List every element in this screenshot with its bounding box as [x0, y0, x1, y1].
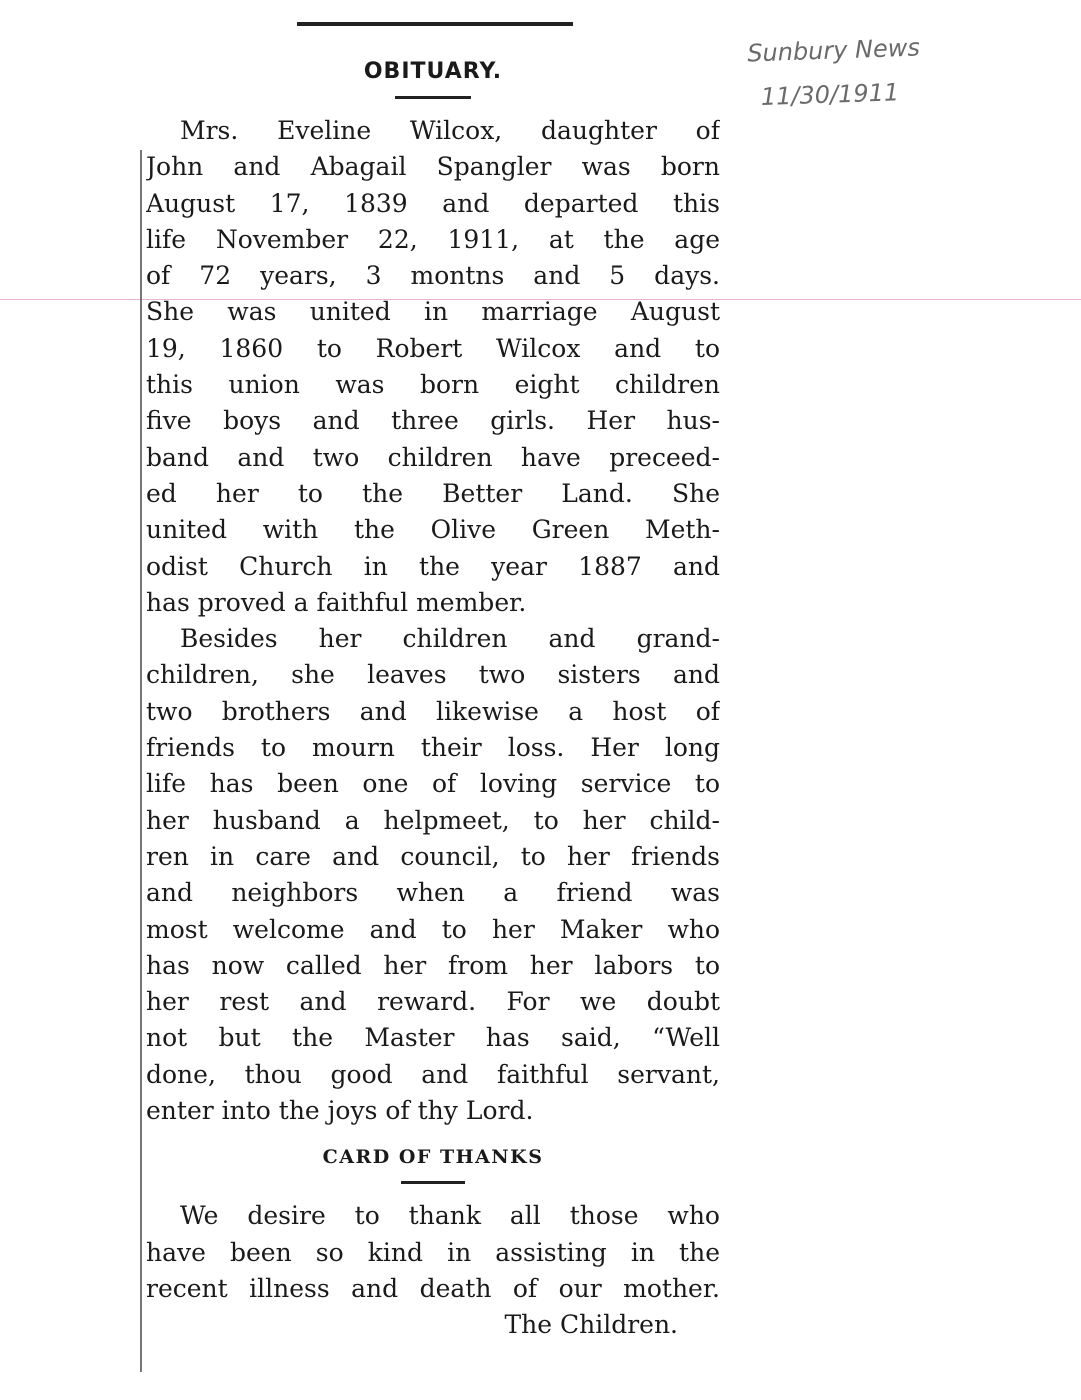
text-line: recent illness and death of our mother. [146, 1273, 720, 1303]
text-line: have been so kind in assisting in the [146, 1237, 720, 1267]
paragraph-2 [146, 621, 720, 1129]
text-line: done, thou good and faithful servant, [146, 1059, 720, 1089]
top-rule [297, 22, 573, 26]
text-line: two brothers and likewise a host of [146, 696, 720, 726]
text-line: not but the Master has said, “Well [146, 1023, 720, 1053]
text-line: life November 22, 1911, at the age [146, 224, 720, 254]
card-of-thanks-body [146, 1198, 720, 1343]
text-line: We desire to thank all those who [180, 1201, 720, 1231]
text-line: united with the Olive Green Meth- [146, 515, 720, 545]
text-line: this union was born eight children [146, 370, 720, 400]
text-line: Besides her children and grand- [180, 624, 720, 654]
headline: OBITUARY. [363, 59, 503, 84]
card-of-thanks-heading: CARD OF THANKS [322, 1146, 544, 1169]
thanks-paragraph [146, 1198, 720, 1307]
text-line: ren in care and council, to her friends [146, 841, 720, 871]
paragraph-1 [146, 113, 720, 621]
text-line: band and two children have preceed- [146, 442, 720, 472]
text-line: She was united in marriage August [146, 297, 720, 327]
text-line: John and Abagail Spangler was born [146, 152, 720, 182]
handwritten-annotation [747, 25, 950, 120]
text-line: her husband a helpmeet, to her child- [146, 805, 720, 835]
obituary-body [146, 113, 720, 1129]
text-line: ed her to the Better Land. She [146, 478, 720, 508]
text-line: August 17, 1839 and departed this [146, 188, 720, 218]
newspaper-clipping [146, 48, 720, 1344]
signature: The Children. [504, 1310, 678, 1340]
text-line: five boys and three girls. Her hus- [146, 406, 720, 436]
text-line: odist Church in the year 1887 and [146, 551, 720, 581]
text-line: 19, 1860 to Robert Wilcox and to [146, 333, 720, 363]
text-line: of 72 years, 3 montns and 5 days. [146, 261, 720, 291]
headline-rule [395, 96, 471, 99]
annotation-source: Sunbury News [746, 33, 921, 68]
text-line: and neighbors when a friend was [146, 878, 720, 908]
card-of-thanks-rule [401, 1181, 465, 1184]
text-line: most welcome and to her Maker who [146, 914, 720, 944]
text-line: has now called her from her labors to [146, 950, 720, 980]
text-line: Mrs. Eveline Wilcox, daughter of [180, 116, 720, 145]
text-line: her rest and reward. For we doubt [146, 987, 720, 1017]
text-line: life has been one of loving service to [146, 769, 720, 799]
text-line: children, she leaves two sisters and [146, 660, 720, 690]
text-line: friends to mourn their loss. Her long [146, 733, 720, 763]
column-rule [140, 150, 142, 1372]
annotation-date: 11/30/1911 [760, 78, 900, 112]
text-line: enter into the joys of thy Lord. [146, 1096, 534, 1126]
text-line: has proved a faithful member. [146, 587, 527, 617]
